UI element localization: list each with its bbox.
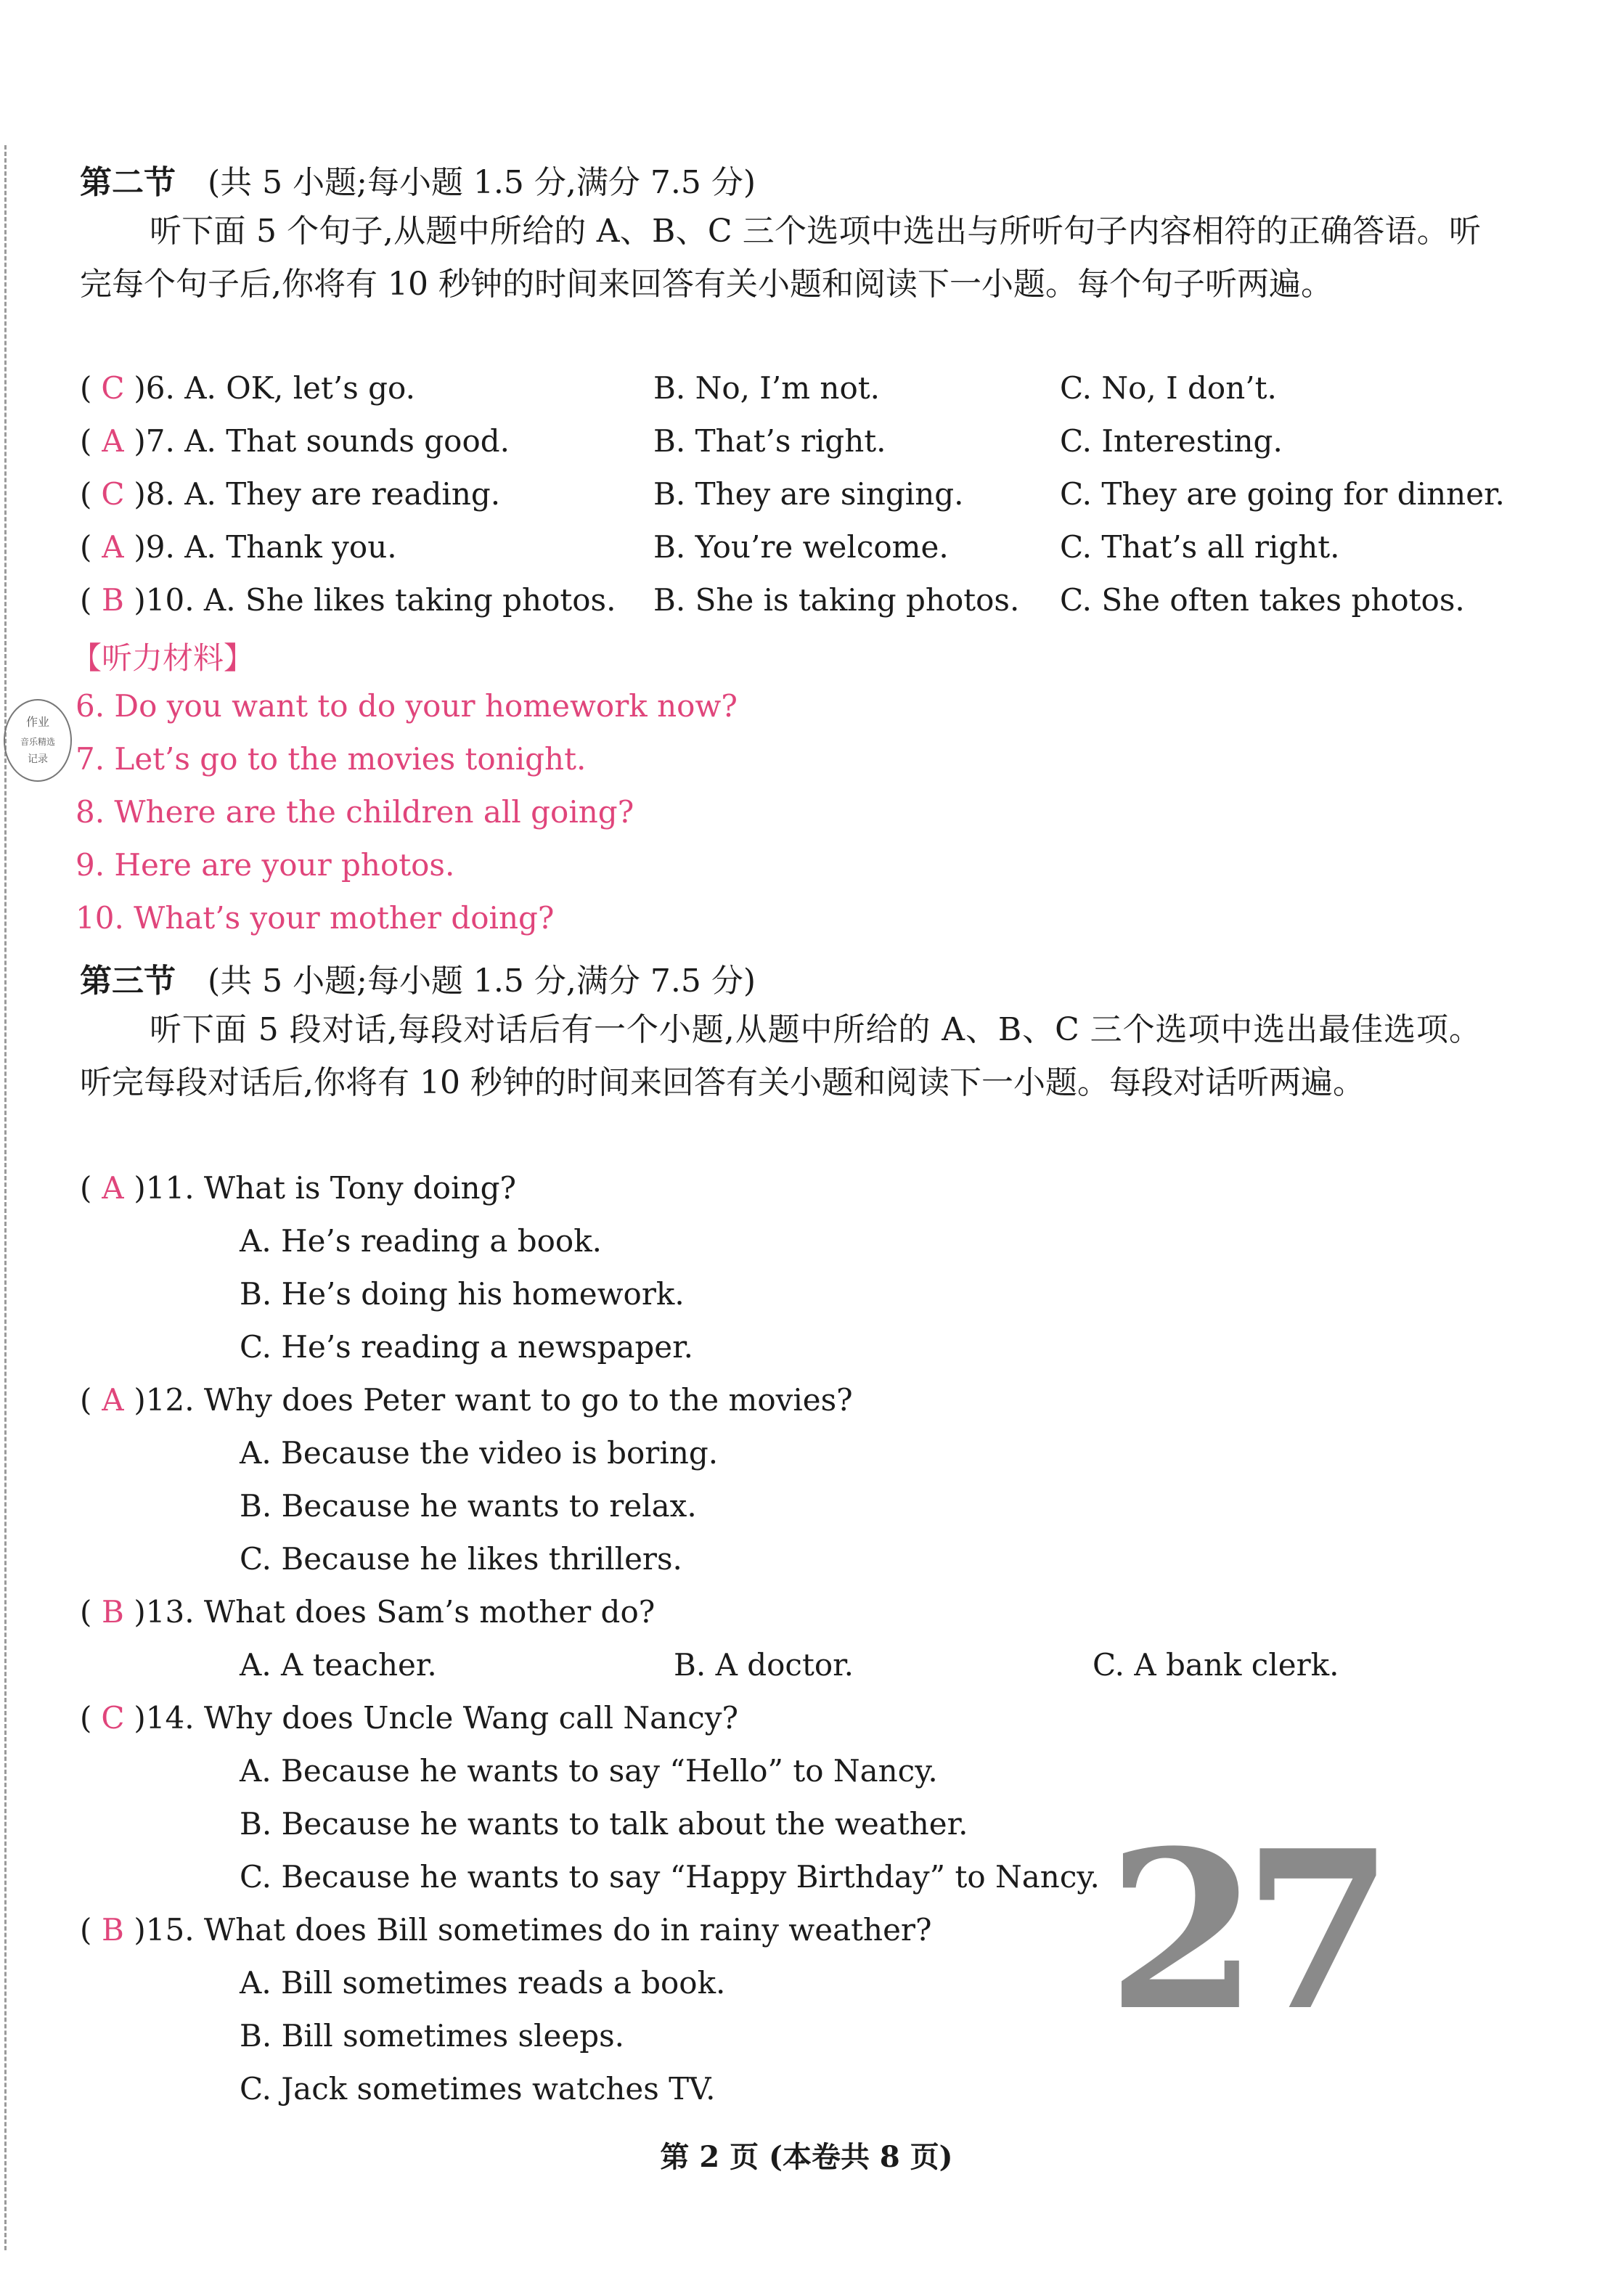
question-9-option-b: B. You’re welcome. — [653, 529, 949, 565]
question-6-option-c: C. No, I don’t. — [1060, 370, 1277, 406]
question-8: ( C )8. A. They are reading. — [80, 476, 501, 512]
question-8-option-c: C. They are going for dinner. — [1060, 476, 1505, 512]
section3-title: 第三节 — [80, 963, 176, 1000]
question-6-option-b: B. No, I’m not. — [653, 370, 880, 406]
transcript-line: 8. Where are the children all going? — [75, 794, 634, 830]
answer-13: B — [101, 1594, 124, 1630]
stamp-line2: 音乐精选 — [20, 737, 56, 747]
question-15: ( B )15. What does Bill sometimes do in rainy weather? — [80, 1912, 932, 1948]
question-14-option-b: B. Because he wants to talk about the weather. — [240, 1806, 968, 1842]
answer-8: C — [101, 476, 125, 512]
answer-15: B — [101, 1912, 124, 1948]
section3-heading — [80, 955, 756, 1001]
question-12-stem: )12. Why does Peter want to go to the movies? — [134, 1382, 853, 1418]
answer-12: A — [102, 1382, 124, 1418]
section2-instructions: 听下面 5 个句子,从题中所给的 A、B、C 三个选项中选出与所听句子内容相符的正确答语。听完每个句子后,你将有 10 秒钟的时间来回答有关小题和阅读下一小题。每个句子听两遍。 — [80, 213, 1481, 303]
question-15-stem: )15. What does Bill sometimes do in rainy weather? — [134, 1912, 932, 1948]
answer-9: A — [102, 529, 124, 565]
question-7-option-b: B. That’s right. — [653, 423, 886, 459]
transcript-line: 6. Do you want to do your homework now? — [75, 688, 738, 724]
section2-subtitle: (共 5 小题;每小题 1.5 分,满分 7.5 分) — [208, 164, 756, 201]
question-6: ( C )6. A. OK, let’s go. — [80, 370, 415, 406]
question-12-option-c: C. Because he likes thrillers. — [240, 1541, 682, 1577]
answer-14: C — [101, 1700, 125, 1736]
transcript-line: 9. Here are your photos. — [75, 847, 455, 883]
margin-stamp — [1, 697, 74, 784]
transcript-line: 7. Let’s go to the movies tonight. — [75, 741, 587, 777]
question-9: ( A )9. A. Thank you. — [80, 529, 397, 565]
question-13-stem: )13. What does Sam’s mother do? — [134, 1594, 656, 1630]
question-9-option-a: )9. A. Thank you. — [134, 529, 397, 565]
question-14-stem: )14. Why does Uncle Wang call Nancy? — [134, 1700, 738, 1736]
question-10: ( B )10. A. She likes taking photos. — [80, 582, 616, 618]
page-number-stamp: 27 — [1107, 1802, 1379, 2059]
question-10-option-a: )10. A. She likes taking photos. — [134, 582, 616, 618]
question-14-option-c: C. Because he wants to say “Happy Birthday” to Nancy. — [240, 1859, 1100, 1895]
answer-6: C — [101, 370, 125, 406]
question-10-option-b: B. She is taking photos. — [653, 582, 1020, 618]
stamp-line3: 记录 — [28, 753, 48, 765]
question-9-option-c: C. That’s all right. — [1060, 529, 1340, 565]
question-12: ( A )12. Why does Peter want to go to the movies? — [80, 1382, 853, 1418]
question-8-option-a: )8. A. They are reading. — [134, 476, 501, 512]
question-13-option-c: C. A bank clerk. — [1093, 1647, 1339, 1683]
answer-11: A — [102, 1170, 124, 1206]
question-11-option-c: C. He’s reading a newspaper. — [240, 1329, 693, 1365]
question-12-option-b: B. Because he wants to relax. — [240, 1488, 697, 1524]
transcript-label: 【听力材料】 — [71, 640, 255, 676]
question-11: ( A )11. What is Tony doing? — [80, 1170, 516, 1206]
stamp-line1: 作业 — [25, 715, 50, 729]
question-7-option-a: )7. A. That sounds good. — [134, 423, 510, 459]
page-footer: 第 2 页 (本卷共 8 页) — [660, 2140, 953, 2174]
question-6-option-a: )6. A. OK, let’s go. — [134, 370, 415, 406]
question-11-stem: )11. What is Tony doing? — [134, 1170, 516, 1206]
answer-7: A — [102, 423, 124, 459]
question-15-option-c: C. Jack sometimes watches TV. — [240, 2071, 716, 2107]
question-15-option-a: A. Bill sometimes reads a book. — [240, 1965, 726, 2001]
question-7-option-c: C. Interesting. — [1060, 423, 1283, 459]
question-14: ( C )14. Why does Uncle Wang call Nancy? — [80, 1700, 738, 1736]
question-15-option-b: B. Bill sometimes sleeps. — [240, 2018, 624, 2054]
transcript-line: 10. What’s your mother doing? — [75, 900, 555, 936]
question-10-option-c: C. She often takes photos. — [1060, 582, 1465, 618]
section3-subtitle: (共 5 小题;每小题 1.5 分,满分 7.5 分) — [208, 963, 756, 1000]
section3-instructions: 听下面 5 段对话,每段对话后有一个小题,从题中所给的 A、B、C 三个选项中选出最佳选项。听完每段对话后,你将有 10 秒钟的时间来回答有关小题和阅读下一小题。每段对话听两遍。 — [80, 1011, 1481, 1101]
question-14-option-a: A. Because he wants to say “Hello” to Nancy. — [240, 1753, 938, 1789]
answer-10: B — [101, 582, 124, 618]
question-7: ( A )7. A. That sounds good. — [80, 423, 510, 459]
question-11-option-b: B. He’s doing his homework. — [240, 1276, 685, 1312]
question-12-option-a: A. Because the video is boring. — [240, 1435, 719, 1471]
question-13: ( B )13. What does Sam’s mother do? — [80, 1594, 656, 1630]
section2-title: 第二节 — [80, 164, 176, 201]
question-8-option-b: B. They are singing. — [653, 476, 964, 512]
question-13-option-b: B. A doctor. — [674, 1647, 854, 1683]
section2-heading — [80, 156, 756, 203]
question-11-option-a: A. He’s reading a book. — [240, 1223, 602, 1259]
question-13-option-a: A. A teacher. — [240, 1647, 437, 1683]
binding-cut-line — [4, 145, 7, 2250]
